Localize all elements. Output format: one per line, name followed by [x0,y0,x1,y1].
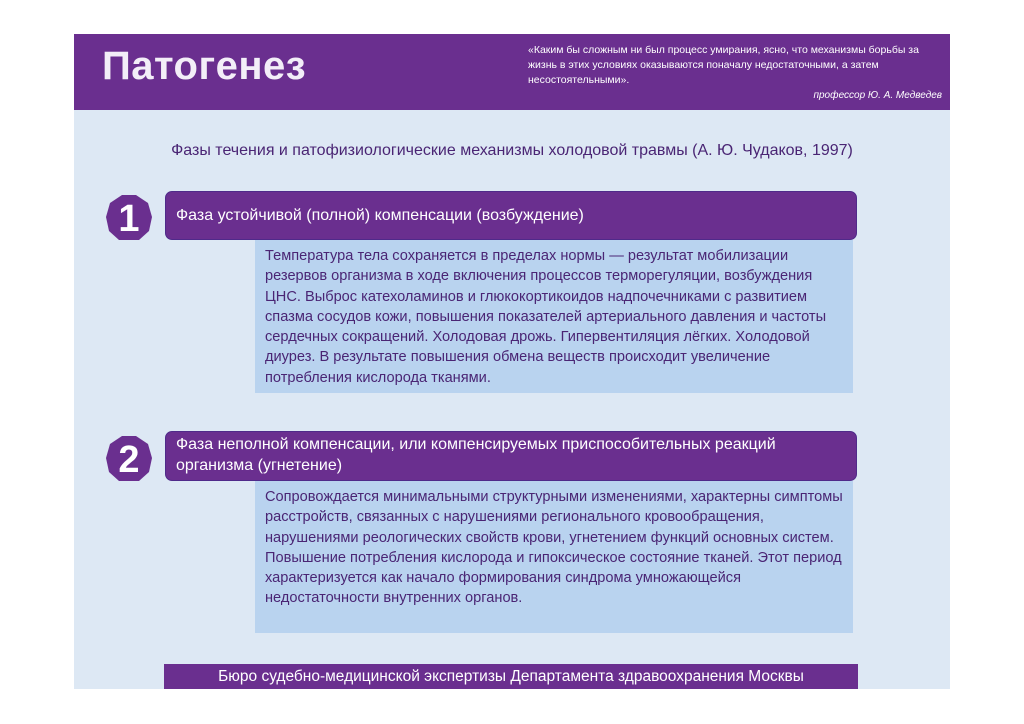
phase-2-number-badge [105,435,153,483]
phase-1-number: 1 [118,198,140,240]
epigraph-quote: «Каким бы сложным ни был процесс умирания, ясно, что механизмы борьбы за жизнь в этих условиях оказываются поначалу недостаточными, а затем несостоятельными». [528,44,919,86]
page-title: Патогенез [102,44,307,88]
phase-2-number: 2 [118,439,140,481]
epigraph-author: профессор Ю. А. Медведев [813,90,942,101]
phase-1-description: Температура тела сохраняется в пределах нормы — результат мобилизации резервов организма в ходе включения процессов терморегуляции, возбуждения ЦНС. Выброс катехоламинов и глюкокортикоидов надпочечниками с развитием спазма сосудов кожи, повышения показателей артериального давления и частоты сердечных сокращений. Холодовая дрожь. Гипервентиляция лёгких. Холодовой диурез. В результате повышения обмена веществ происходит увеличение потребления кислорода тканями. [255,240,853,393]
phase-1-number-badge [105,194,153,242]
slide [74,34,950,689]
header-bar [74,34,950,110]
phase-2-description: Сопровождается минимальными структурными изменениями, характерны симптомы расстройств, связанных с нарушениями регионального кровообращения, нарушениями реологических свойств крови, угнетением функций основных систем. Повышение потребления кислорода и гипоксическое состояние тканей. Этот период характеризуется как начало формирования синдрома умножающейся недостаточности внутренних органов. [255,481,853,633]
phase-1-title: Фаза устойчивой (полной) компенсации (возбуждение) [176,207,584,224]
phase-1-title-bar [165,191,857,240]
phase-2-title: Фаза неполной компенсации, или компенсируемых приспособительных реакций организма (угнетение) [176,436,776,474]
phase-2-title-bar [165,431,857,481]
slide-subtitle: Фазы течения и патофизиологические механизмы холодовой травмы (А. Ю. Чудаков, 1997) [171,142,853,159]
footer-organization: Бюро судебно-медицинской экспертизы Департамента здравоохранения Москвы [164,664,858,689]
